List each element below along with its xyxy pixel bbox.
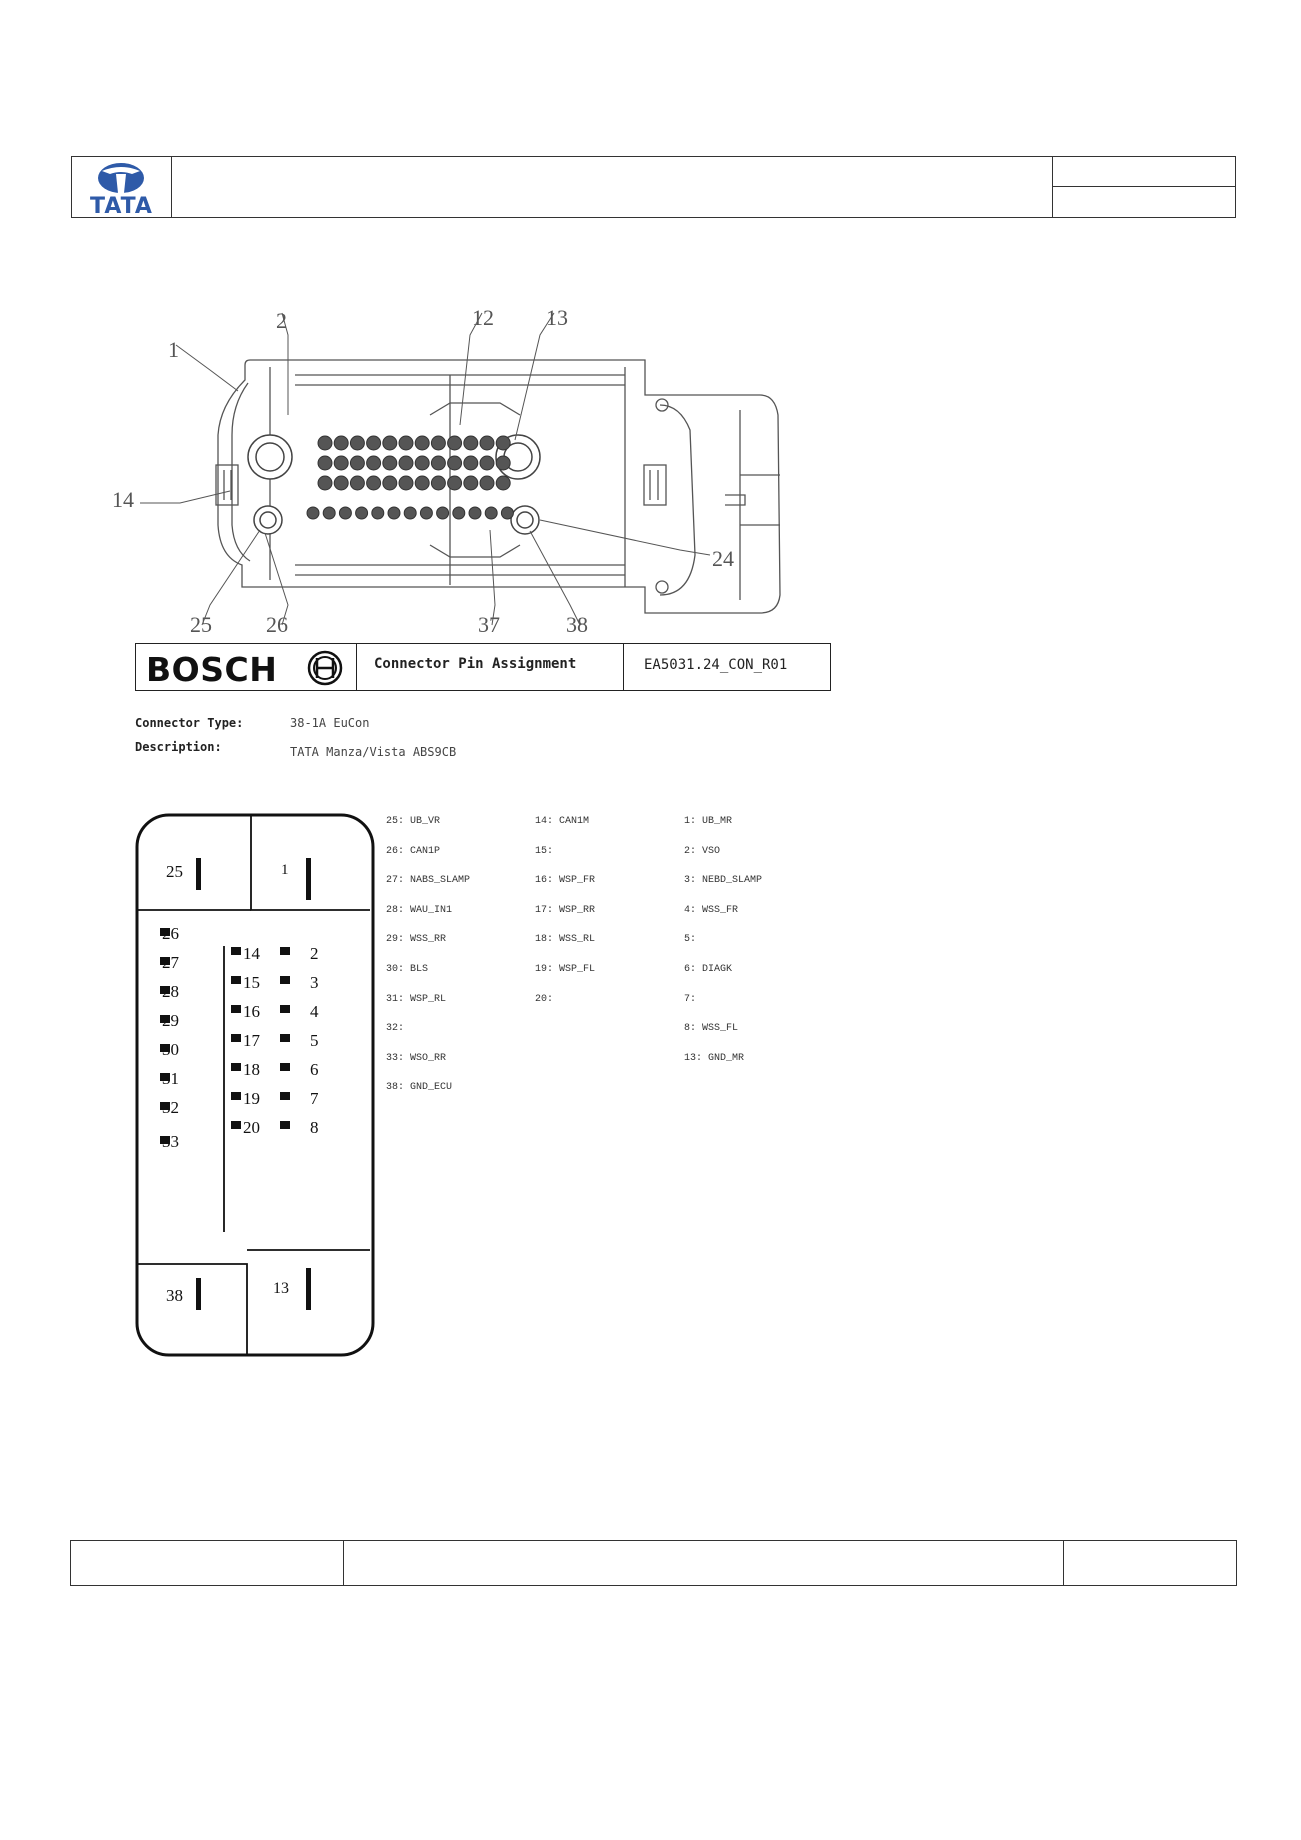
pin-cavity	[448, 456, 462, 470]
pin-assignment-entry: 26: CAN1P	[386, 845, 441, 857]
pin-assignment-entry: 19: WSP_FL	[535, 964, 596, 975]
pin-contact	[280, 1121, 290, 1129]
face-label-31: 31	[162, 1069, 179, 1088]
face-label-3: 3	[310, 973, 319, 992]
pin-cavity	[367, 476, 381, 490]
tata-logo-text: TATA	[90, 194, 153, 219]
pin-assignment-entry: 17: WSP_RR	[535, 904, 596, 916]
pin-cavity	[464, 476, 478, 490]
pin-cavity	[469, 507, 481, 519]
pin-contact	[231, 1121, 241, 1129]
pin-cavity	[323, 507, 335, 519]
logo-cell	[72, 157, 172, 217]
pin-contact	[280, 1034, 290, 1042]
pin-assignment-entry: 27: NABS_SLAMP	[386, 875, 471, 887]
pin-cavity	[399, 456, 413, 470]
face-label-20: 20	[243, 1118, 260, 1137]
tata-logo-icon	[72, 159, 171, 199]
connector-drawing	[120, 295, 840, 645]
brand-cell	[136, 644, 357, 690]
pin-assignment-entry: 5:	[684, 934, 697, 946]
pin-contact	[231, 947, 241, 955]
pin-contact	[280, 976, 290, 984]
face-label-38: 38	[166, 1286, 183, 1305]
pin-assignment-entry: 2: VSO	[684, 845, 721, 857]
face-label-29: 29	[162, 1011, 179, 1030]
pin-assignment-entry: 33: WSO_RR	[386, 1052, 447, 1064]
pin-cavity	[318, 436, 332, 450]
pin-contact	[280, 1063, 290, 1071]
pin-assignment-entry: 38: GND_ECU	[386, 1082, 453, 1094]
pin-assignment-entry: 13: GND_MR	[684, 1052, 745, 1064]
pin-cavity	[350, 476, 364, 490]
pin-assignment-entry: 29: WSS_RR	[386, 934, 447, 946]
pin-cavity	[383, 456, 397, 470]
pin-cavity	[431, 476, 445, 490]
header-table	[71, 156, 1236, 218]
pin-assignment-entry: 3: NEBD_SLAMP	[684, 875, 763, 887]
callout-13: 13	[546, 305, 568, 330]
callout-12: 12	[472, 305, 494, 330]
pin-cavity	[318, 476, 332, 490]
pin-cavity	[464, 436, 478, 450]
face-label-4: 4	[310, 1002, 319, 1021]
pin-assignment-entry: 28: WAU_IN1	[386, 904, 453, 916]
callout-25: 25	[190, 612, 212, 637]
face-label-19: 19	[243, 1089, 260, 1108]
pin-assignment-entry: 30: BLS	[386, 964, 429, 975]
pin-assignment-entry: 4: WSS_FR	[684, 904, 739, 916]
pin-assignment-entry: 31: WSP_RL	[386, 993, 447, 1005]
connector-type-label: Connector Type:	[135, 716, 244, 730]
connector-type-value: 38-1A EuCon	[290, 716, 370, 730]
pin-assignment-entry: 32:	[386, 1023, 405, 1035]
pin-assignment-entry: 8: WSS_FL	[684, 1023, 739, 1035]
pin-cavity	[415, 436, 429, 450]
pin-cavity	[415, 456, 429, 470]
pin-cavity	[356, 507, 368, 519]
pin-cavity	[318, 456, 332, 470]
face-label-17: 17	[243, 1031, 260, 1050]
pin-cavity	[480, 436, 494, 450]
pin-cavity	[399, 476, 413, 490]
face-label-30: 30	[162, 1040, 179, 1059]
pin-cavity	[350, 436, 364, 450]
pin-contact	[231, 1063, 241, 1071]
pin-contact	[280, 1005, 290, 1013]
pin-cavity-grid	[307, 436, 513, 519]
face-label-6: 6	[310, 1060, 319, 1079]
header-right-divider	[1053, 186, 1235, 187]
pin-cavity	[453, 507, 465, 519]
callout-24: 24	[712, 546, 734, 571]
pin-cavity	[383, 476, 397, 490]
face-label-13: 13	[273, 1280, 289, 1297]
face-label-33: 33	[162, 1132, 179, 1151]
pin-cavity	[350, 456, 364, 470]
face-label-27: 27	[162, 953, 179, 972]
pin-cavity	[496, 436, 510, 450]
doc-number: EA5031.24_CON_R01	[644, 657, 788, 673]
title-text: Connector Pin Assignment	[374, 656, 577, 672]
pin-assignment-entry: 14: CAN1M	[535, 816, 590, 827]
pin-cavity	[464, 456, 478, 470]
callout-26: 26	[266, 612, 288, 637]
pin-cavity	[480, 456, 494, 470]
pin-cavity	[372, 507, 384, 519]
pin-contact	[231, 1005, 241, 1013]
pin-cavity	[448, 436, 462, 450]
face-label-28: 28	[162, 982, 179, 1001]
footer-table	[70, 1540, 1237, 1586]
pin-cavity	[437, 507, 449, 519]
pin-assignment-entry: 18: WSS_RL	[535, 934, 596, 946]
callout-1: 1	[168, 337, 179, 362]
pin-cavity	[496, 476, 510, 490]
callout-2: 2	[276, 308, 287, 333]
face-label-16: 16	[243, 1002, 260, 1021]
callout-37: 37	[478, 612, 500, 637]
description-label: Description:	[135, 740, 222, 754]
footer-right-cell	[1063, 1541, 1236, 1585]
pin-cavity	[334, 436, 348, 450]
pin-contact	[231, 1092, 241, 1100]
pin-cavity	[367, 456, 381, 470]
pin-cavity	[448, 476, 462, 490]
pin-cavity	[415, 476, 429, 490]
pin-cavity	[339, 507, 351, 519]
doc-number-cell	[623, 644, 830, 690]
pin-assignment-entry: 20:	[535, 993, 554, 1005]
face-label-2: 2	[310, 944, 319, 963]
face-label-14: 14	[243, 944, 260, 963]
footer-left-cell	[71, 1541, 344, 1585]
pin-cavity	[367, 436, 381, 450]
face-label-26: 26	[162, 924, 179, 943]
pin-cavity	[399, 436, 413, 450]
pin-cavity	[388, 507, 400, 519]
pin-cavity	[431, 436, 445, 450]
description-value: TATA Manza/Vista ABS9CB	[290, 745, 457, 759]
pin-cavity	[501, 507, 513, 519]
pin-assignment-entry: 15:	[535, 845, 554, 857]
pin-assignment-entry: 7:	[684, 993, 697, 1005]
pin-cavity	[480, 476, 494, 490]
pin-cavity	[420, 507, 432, 519]
face-label-18: 18	[243, 1060, 260, 1079]
pin-assignment-entry: 16: WSP_FR	[535, 875, 596, 887]
pin-cavity	[431, 456, 445, 470]
title-block	[135, 643, 831, 691]
bosch-armature-icon	[306, 649, 344, 687]
callout-38: 38	[566, 612, 588, 637]
pin-cavity	[404, 507, 416, 519]
pin-cavity	[383, 436, 397, 450]
pin-cavity	[334, 476, 348, 490]
pin-contact	[280, 947, 290, 955]
face-label-5: 5	[310, 1031, 319, 1050]
callout-14: 14	[112, 487, 134, 512]
bosch-wordmark: BOSCH	[146, 650, 278, 689]
pin-assignment-entry: 1: UB_MR	[684, 816, 733, 827]
header-right-cell	[1052, 157, 1235, 217]
pin-cavity	[307, 507, 319, 519]
pin-cavity	[334, 456, 348, 470]
face-label-7: 7	[310, 1089, 319, 1108]
pin-cavity	[485, 507, 497, 519]
pin-contact	[231, 1034, 241, 1042]
pin-assignment-entry: 6: DIAGK	[684, 964, 733, 975]
pin-assignment-entry: 25: UB_VR	[386, 816, 441, 827]
pin-contact	[231, 976, 241, 984]
face-label-25: 25	[166, 862, 183, 881]
face-label-8: 8	[310, 1118, 319, 1137]
face-label-1: 1	[281, 862, 289, 878]
pin-cavity	[496, 456, 510, 470]
face-label-15: 15	[243, 973, 260, 992]
pin-contact	[280, 1092, 290, 1100]
face-label-32: 32	[162, 1098, 179, 1117]
